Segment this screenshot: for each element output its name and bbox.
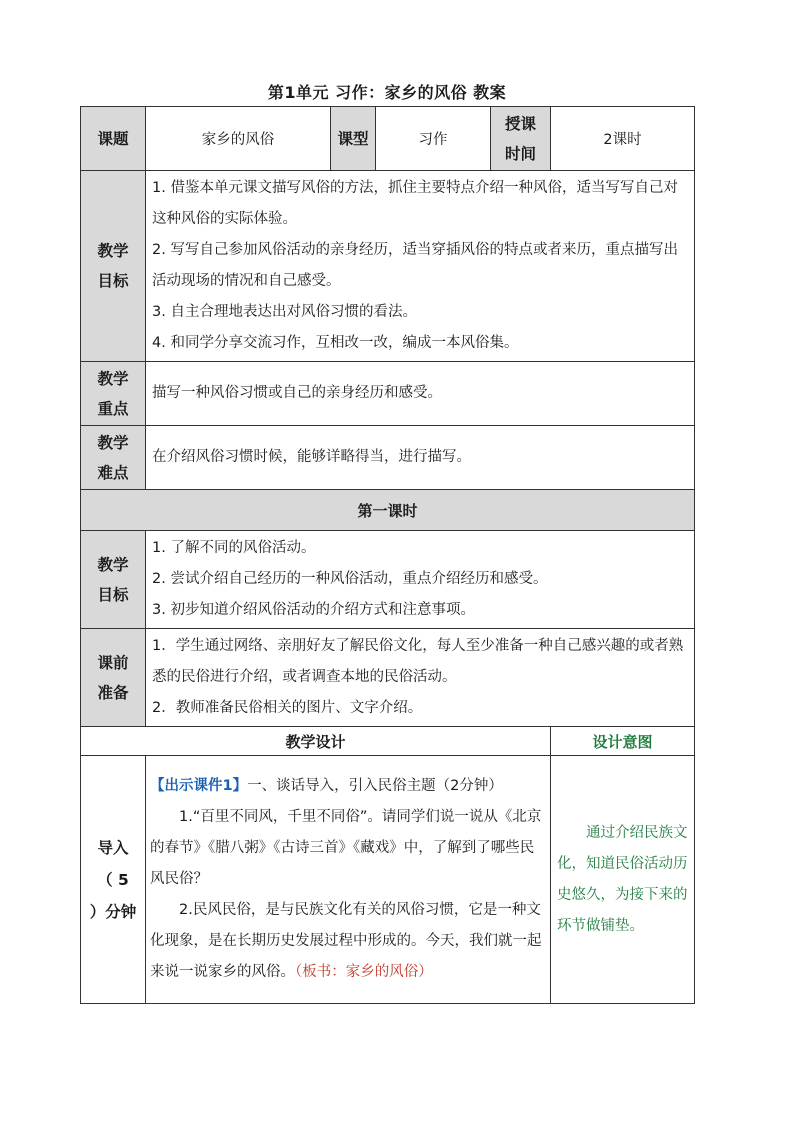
goal-item: 1. 借鉴本单元课文描写风俗的方法，抓住主要特点介绍一种风俗，适当写写自己对这种风俗的实际体验。	[152, 180, 678, 227]
prep-row	[81, 629, 695, 727]
design-heading: 教学设计	[81, 727, 551, 756]
goals-row	[81, 171, 695, 362]
goal-item: 3. 自主合理地表达出对风俗习惯的看法。	[152, 304, 417, 320]
courseware-tag: 【出示课件1】	[150, 778, 248, 794]
key-points-label	[81, 362, 146, 426]
lesson-plan-table	[80, 106, 695, 1004]
lesson1-goals-label	[81, 531, 146, 629]
hours-label	[491, 107, 551, 171]
difficulties-label-line-2: 难点	[97, 463, 129, 482]
intro-content	[146, 756, 551, 1004]
lesson1-heading: 第一课时	[81, 490, 695, 531]
difficulties-content: 在介绍风俗习惯时候，能够详略得当，进行描写。	[146, 426, 695, 490]
lesson1-goals-label-line-2: 目标	[97, 585, 129, 604]
prep-label	[81, 629, 146, 727]
lesson1-goal-item: 1. 了解不同的风俗活动。	[152, 540, 316, 556]
lesson1-goal-item: 2. 尝试介绍自己经历的一种风俗活动，重点介绍经历和感受。	[152, 571, 548, 587]
intro-label	[81, 756, 146, 1004]
intro-label-line-2: （ 5	[97, 870, 129, 889]
intent-heading: 设计意图	[551, 727, 695, 756]
topic-value: 家乡的风俗	[146, 107, 331, 171]
goal-item: 2. 写写自己参加风俗活动的亲身经历，适当穿插风俗的特点或者来历，重点描写出活动现场的情况和自己感受。	[152, 242, 678, 289]
prep-item: 2．教师准备民俗相关的图片、文字介绍。	[152, 700, 423, 716]
design-heading-row	[81, 727, 695, 756]
prep-label-line-2: 准备	[97, 683, 129, 702]
difficulties-row	[81, 426, 695, 490]
intro-label-line-1: 导入	[97, 838, 129, 857]
intro-paragraph-2-main: 2.民风民俗，是与民族文化有关的风俗习惯，它是一种文化现象，是在长期历史发展过程中形成的。今天，我们就一起来说一说家乡的风俗。	[150, 902, 542, 980]
intro-label-line-3: ）分钟	[89, 902, 137, 921]
goals-label-line-1: 教学	[97, 242, 129, 260]
header-row	[81, 107, 695, 171]
page-title: 第1单元 习作：家乡的风俗 教案	[267, 83, 507, 102]
board-note: （板书：家乡的风俗）	[295, 964, 433, 980]
key-points-row	[81, 362, 695, 426]
lesson1-goals-row	[81, 531, 695, 629]
step1-title: 一、谈话导入，引入民俗主题（2分钟）	[247, 778, 503, 794]
hours-label-line-1: 授课	[505, 114, 537, 133]
prep-item: 1．学生通过网络、亲朋好友了解民俗文化，每人至少准备一种自己感兴趣的或者熟悉的民俗进行介绍，或者调查本地的民俗活动。	[152, 638, 684, 685]
prep-content	[146, 629, 695, 727]
hours-value: 2课时	[551, 107, 695, 171]
prep-label-line-1: 课前	[97, 653, 129, 672]
intro-paragraph-2	[150, 895, 546, 988]
lesson1-goals-content	[146, 531, 695, 629]
hours-label-line-2: 时间	[505, 144, 537, 163]
lesson1-goal-item: 3. 初步知道介绍风俗活动的介绍方式和注意事项。	[152, 602, 475, 618]
difficulties-label	[81, 426, 146, 490]
topic-label: 课题	[81, 107, 146, 171]
intro-paragraph-1: 1.“百里不同风，千里不同俗”。请同学们说一说从《北京的春节》《腊八粥》《古诗三首》《藏戏》中，了解到了哪些民风民俗？	[150, 809, 542, 887]
goal-item: 4. 和同学分享交流习作，互相改一改，编成一本风俗集。	[152, 335, 519, 351]
goals-content	[146, 171, 695, 362]
intro-row	[81, 756, 695, 1004]
intent-text: 通过介绍民族文化，知道民俗活动历史悠久，为接下来的环节做铺垫。	[557, 824, 688, 934]
type-label: 课型	[331, 107, 376, 171]
lesson1-heading-row	[81, 490, 695, 531]
type-value: 习作	[376, 107, 491, 171]
goals-label	[81, 171, 146, 362]
lesson1-goals-label-line-1: 教学	[97, 555, 129, 574]
key-points-label-line-2: 重点	[97, 399, 129, 418]
key-points-label-line-1: 教学	[97, 369, 129, 388]
intent-content	[551, 756, 695, 1004]
difficulties-label-line-1: 教学	[97, 433, 129, 452]
step1-line	[150, 771, 546, 802]
key-points-content: 描写一种风俗习惯或自己的亲身经历和感受。	[146, 362, 695, 426]
goals-label-line-2: 目标	[97, 272, 129, 290]
